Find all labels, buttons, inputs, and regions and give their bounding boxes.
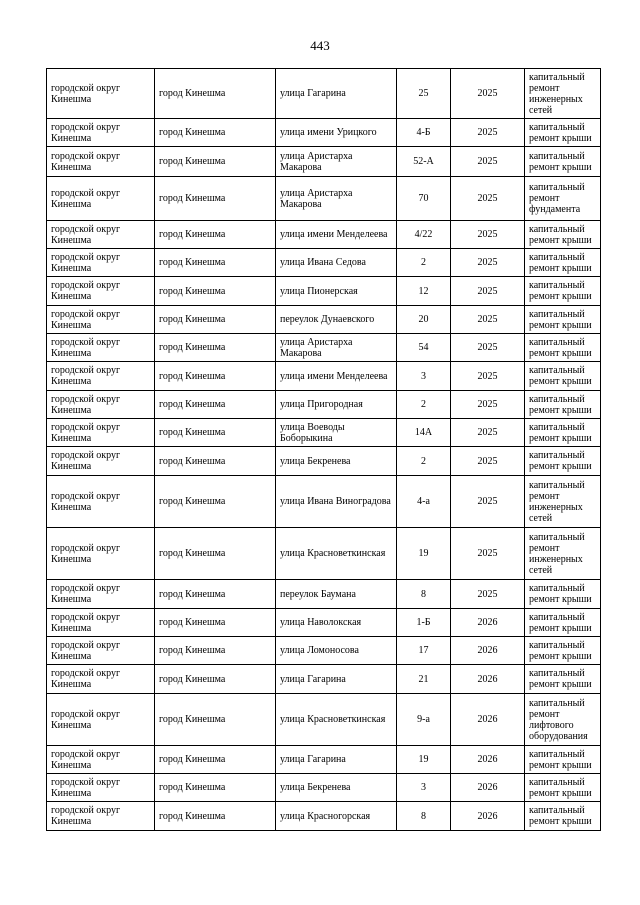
street-cell: улица Ломоносова (276, 637, 397, 665)
street-cell: улица Красноветкинская (276, 528, 397, 580)
table-row (47, 69, 601, 119)
work-type-cell: капитальный ремонт крыши (525, 306, 601, 334)
house-number-cell: 2 (397, 391, 451, 419)
municipality-cell: городской округ Кинешма (47, 334, 155, 362)
locality-cell: город Кинешма (155, 528, 276, 580)
year-cell: 2025 (451, 419, 525, 447)
street-cell: улица Аристарха Макарова (276, 177, 397, 221)
street-cell: улица Воеводы Боборыкина (276, 419, 397, 447)
table-row (47, 177, 601, 221)
year-cell: 2026 (451, 802, 525, 831)
house-number-cell: 14А (397, 419, 451, 447)
table-row (47, 580, 601, 609)
year-cell: 2026 (451, 746, 525, 774)
work-type-cell: капитальный ремонт инженерных сетей (525, 528, 601, 580)
municipality-cell: городской округ Кинешма (47, 528, 155, 580)
locality-cell: город Кинешма (155, 334, 276, 362)
table-row (47, 306, 601, 334)
house-number-cell: 4/22 (397, 221, 451, 249)
municipality-cell: городской округ Кинешма (47, 419, 155, 447)
house-number-cell: 54 (397, 334, 451, 362)
table-row (47, 277, 601, 306)
house-number-cell: 20 (397, 306, 451, 334)
locality-cell: город Кинешма (155, 774, 276, 802)
repair-schedule-table (46, 68, 601, 831)
table-row (47, 665, 601, 694)
municipality-cell: городской округ Кинешма (47, 119, 155, 147)
year-cell: 2026 (451, 694, 525, 746)
house-number-cell: 2 (397, 447, 451, 476)
locality-cell: город Кинешма (155, 447, 276, 476)
street-cell: улица Ивана Седова (276, 249, 397, 277)
work-type-cell: капитальный ремонт крыши (525, 334, 601, 362)
street-cell: улица Гагарина (276, 665, 397, 694)
municipality-cell: городской округ Кинешма (47, 694, 155, 746)
locality-cell: город Кинешма (155, 147, 276, 177)
work-type-cell: капитальный ремонт крыши (525, 665, 601, 694)
work-type-cell: капитальный ремонт инженерных сетей (525, 69, 601, 119)
table-row (47, 147, 601, 177)
year-cell: 2025 (451, 119, 525, 147)
year-cell: 2025 (451, 476, 525, 528)
table-row (47, 391, 601, 419)
table-row (47, 774, 601, 802)
year-cell: 2025 (451, 391, 525, 419)
table-row (47, 476, 601, 528)
locality-cell: город Кинешма (155, 362, 276, 391)
municipality-cell: городской округ Кинешма (47, 476, 155, 528)
street-cell: улица имени Менделеева (276, 362, 397, 391)
house-number-cell: 2 (397, 249, 451, 277)
locality-cell: город Кинешма (155, 746, 276, 774)
locality-cell: город Кинешма (155, 391, 276, 419)
municipality-cell: городской округ Кинешма (47, 637, 155, 665)
work-type-cell: капитальный ремонт лифтового оборудования (525, 694, 601, 746)
table-row (47, 447, 601, 476)
locality-cell: город Кинешма (155, 419, 276, 447)
municipality-cell: городской округ Кинешма (47, 665, 155, 694)
house-number-cell: 52-А (397, 147, 451, 177)
work-type-cell: капитальный ремонт крыши (525, 802, 601, 831)
municipality-cell: городской округ Кинешма (47, 362, 155, 391)
work-type-cell: капитальный ремонт инженерных сетей (525, 476, 601, 528)
locality-cell: город Кинешма (155, 221, 276, 249)
street-cell: улица Красноветкинская (276, 694, 397, 746)
house-number-cell: 8 (397, 580, 451, 609)
municipality-cell: городской округ Кинешма (47, 221, 155, 249)
table-row (47, 119, 601, 147)
house-number-cell: 8 (397, 802, 451, 831)
work-type-cell: капитальный ремонт крыши (525, 447, 601, 476)
work-type-cell: капитальный ремонт крыши (525, 277, 601, 306)
street-cell: переулок Дунаевского (276, 306, 397, 334)
year-cell: 2025 (451, 362, 525, 391)
work-type-cell: капитальный ремонт крыши (525, 391, 601, 419)
house-number-cell: 3 (397, 774, 451, 802)
year-cell: 2026 (451, 774, 525, 802)
street-cell: улица Ивана Виноградова (276, 476, 397, 528)
street-cell: улица Аристарха Макарова (276, 147, 397, 177)
locality-cell: город Кинешма (155, 119, 276, 147)
table-body (47, 69, 601, 831)
municipality-cell: городской округ Кинешма (47, 277, 155, 306)
locality-cell: город Кинешма (155, 277, 276, 306)
municipality-cell: городской округ Кинешма (47, 609, 155, 637)
table-row (47, 362, 601, 391)
work-type-cell: капитальный ремонт крыши (525, 774, 601, 802)
house-number-cell: 1-Б (397, 609, 451, 637)
year-cell: 2025 (451, 306, 525, 334)
street-cell: переулок Баумана (276, 580, 397, 609)
work-type-cell: капитальный ремонт крыши (525, 609, 601, 637)
house-number-cell: 70 (397, 177, 451, 221)
table-row (47, 802, 601, 831)
work-type-cell: капитальный ремонт крыши (525, 419, 601, 447)
house-number-cell: 12 (397, 277, 451, 306)
street-cell: улица имени Менделеева (276, 221, 397, 249)
page-number: 443 (310, 38, 330, 53)
locality-cell: город Кинешма (155, 476, 276, 528)
work-type-cell: капитальный ремонт крыши (525, 147, 601, 177)
street-cell: улица Гагарина (276, 746, 397, 774)
work-type-cell: капитальный ремонт крыши (525, 580, 601, 609)
work-type-cell: капитальный ремонт крыши (525, 637, 601, 665)
municipality-cell: городской округ Кинешма (47, 147, 155, 177)
municipality-cell: городской округ Кинешма (47, 177, 155, 221)
locality-cell: город Кинешма (155, 609, 276, 637)
street-cell: улица Бекренева (276, 447, 397, 476)
street-cell: улица Красногорская (276, 802, 397, 831)
year-cell: 2026 (451, 637, 525, 665)
table-row (47, 249, 601, 277)
house-number-cell: 19 (397, 746, 451, 774)
house-number-cell: 4-а (397, 476, 451, 528)
municipality-cell: городской округ Кинешма (47, 774, 155, 802)
work-type-cell: капитальный ремонт крыши (525, 362, 601, 391)
table-row (47, 746, 601, 774)
year-cell: 2025 (451, 580, 525, 609)
locality-cell: город Кинешма (155, 580, 276, 609)
table-row (47, 528, 601, 580)
locality-cell: город Кинешма (155, 306, 276, 334)
work-type-cell: капитальный ремонт крыши (525, 746, 601, 774)
municipality-cell: городской округ Кинешма (47, 447, 155, 476)
house-number-cell: 9-а (397, 694, 451, 746)
year-cell: 2025 (451, 69, 525, 119)
street-cell: улица Бекренева (276, 774, 397, 802)
table-row (47, 221, 601, 249)
locality-cell: город Кинешма (155, 177, 276, 221)
year-cell: 2025 (451, 147, 525, 177)
year-cell: 2025 (451, 277, 525, 306)
house-number-cell: 19 (397, 528, 451, 580)
street-cell: улица имени Урицкого (276, 119, 397, 147)
table-row (47, 609, 601, 637)
locality-cell: город Кинешма (155, 694, 276, 746)
locality-cell: город Кинешма (155, 802, 276, 831)
locality-cell: город Кинешма (155, 665, 276, 694)
year-cell: 2026 (451, 609, 525, 637)
house-number-cell: 4-Б (397, 119, 451, 147)
year-cell: 2025 (451, 447, 525, 476)
street-cell: улица Аристарха Макарова (276, 334, 397, 362)
municipality-cell: городской округ Кинешма (47, 802, 155, 831)
table-row (47, 637, 601, 665)
municipality-cell: городской округ Кинешма (47, 580, 155, 609)
house-number-cell: 17 (397, 637, 451, 665)
locality-cell: город Кинешма (155, 637, 276, 665)
municipality-cell: городской округ Кинешма (47, 746, 155, 774)
street-cell: улица Пригородная (276, 391, 397, 419)
street-cell: улица Пионерская (276, 277, 397, 306)
house-number-cell: 25 (397, 69, 451, 119)
year-cell: 2025 (451, 177, 525, 221)
municipality-cell: городской округ Кинешма (47, 391, 155, 419)
municipality-cell: городской округ Кинешма (47, 306, 155, 334)
table-row (47, 419, 601, 447)
year-cell: 2025 (451, 528, 525, 580)
year-cell: 2026 (451, 665, 525, 694)
house-number-cell: 3 (397, 362, 451, 391)
house-number-cell: 21 (397, 665, 451, 694)
work-type-cell: капитальный ремонт фундамента (525, 177, 601, 221)
work-type-cell: капитальный ремонт крыши (525, 249, 601, 277)
municipality-cell: городской округ Кинешма (47, 249, 155, 277)
street-cell: улица Наволокская (276, 609, 397, 637)
locality-cell: город Кинешма (155, 69, 276, 119)
work-type-cell: капитальный ремонт крыши (525, 221, 601, 249)
street-cell: улица Гагарина (276, 69, 397, 119)
municipality-cell: городской округ Кинешма (47, 69, 155, 119)
year-cell: 2025 (451, 334, 525, 362)
year-cell: 2025 (451, 221, 525, 249)
work-type-cell: капитальный ремонт крыши (525, 119, 601, 147)
year-cell: 2025 (451, 249, 525, 277)
table-row (47, 334, 601, 362)
locality-cell: город Кинешма (155, 249, 276, 277)
table-row (47, 694, 601, 746)
